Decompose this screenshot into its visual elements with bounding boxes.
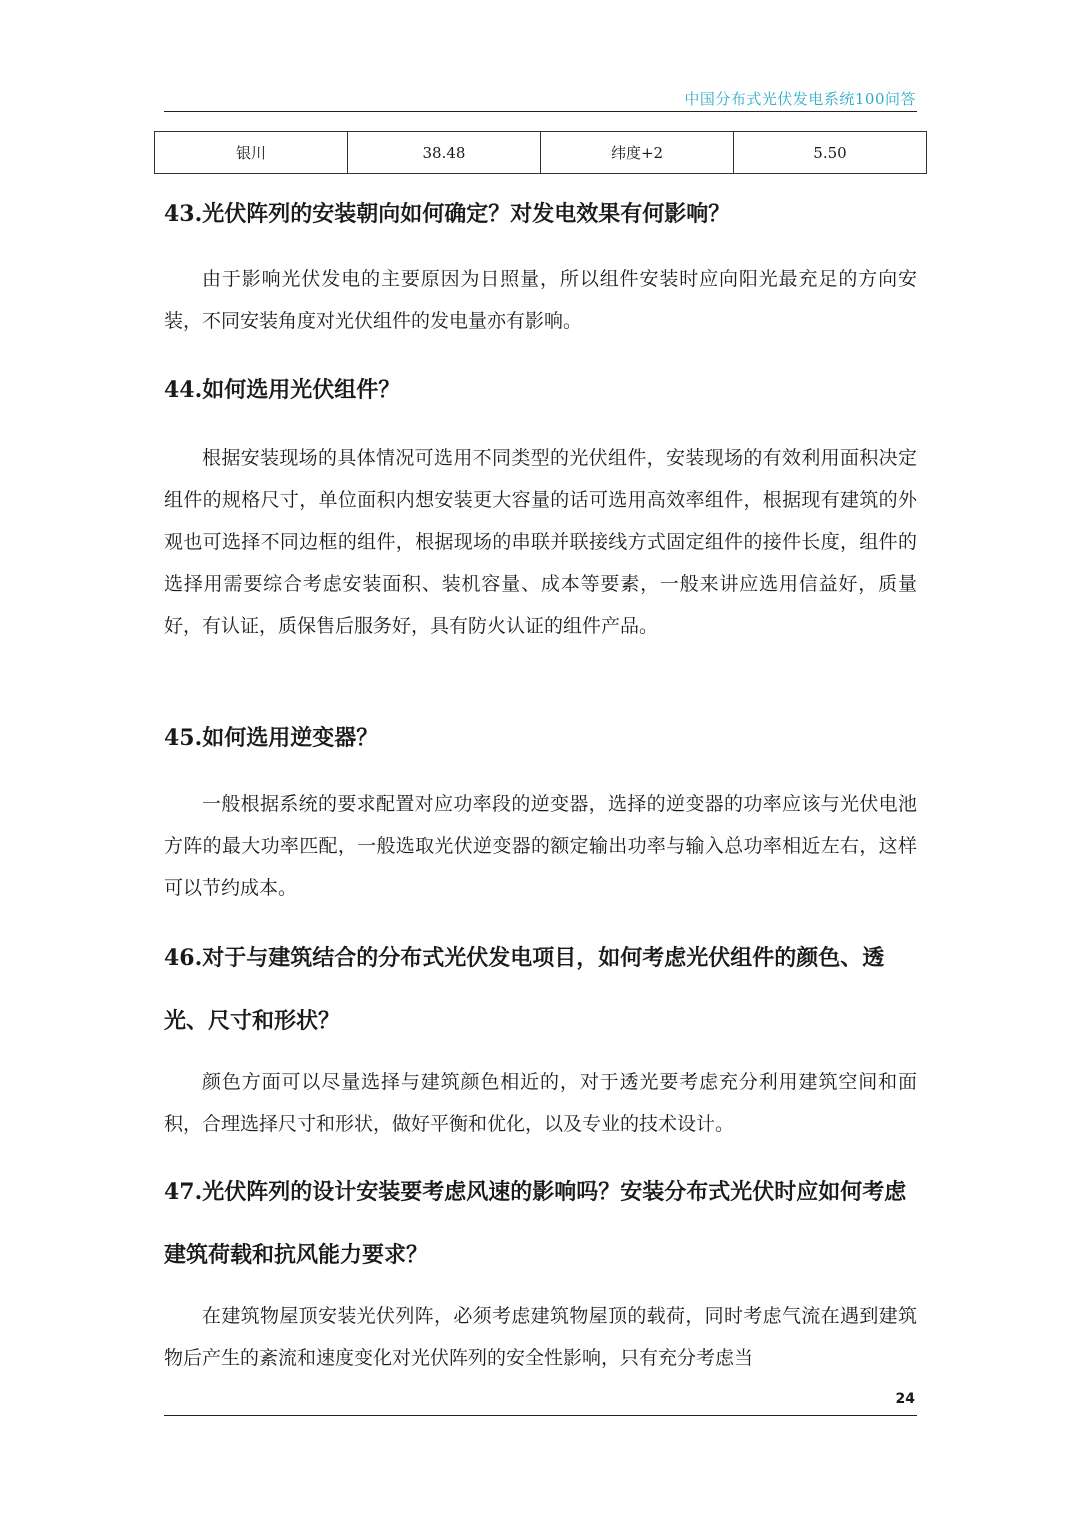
section-43-title: 43.光伏阵列的安装朝向如何确定？对发电效果有何影响？	[164, 201, 731, 227]
section-47-title: 47.光伏阵列的设计安装要考虑风速的影响吗？安装分布式光伏时应如何考虑建筑荷载和抗风能力要求？	[164, 1179, 907, 1268]
table-cell-tilt: 纬度+2	[541, 132, 734, 174]
page-number: 24	[895, 1391, 915, 1407]
table-row	[155, 132, 927, 174]
table-cell-value: 5.50	[734, 132, 927, 174]
section-47-body: 在建筑物屋顶安装光伏列阵，必须考虑建筑物屋顶的载荷，同时考虑气流在遇到建筑物后产生的紊流和速度变化对光伏阵列的安全性影响，只有充分考虑当	[164, 1305, 917, 1369]
table-cell-latitude: 38.48	[348, 132, 541, 174]
section-44-body: 根据安装现场的具体情况可选用不同类型的光伏组件，安装现场的有效利用面积决定组件的规格尺寸，单位面积内想安装更大容量的话可选用高效率组件，根据现有建筑的外观也可选择不同边框的组件，根据现场的串联并联接线方式固定组件的接件长度，组件的选择用需要综合考虑安装面积、装机容量、成本等要素，一般来讲应选用信益好，质量好，有认证，质保售后服务好，具有防火认证的组件产品。	[164, 447, 917, 637]
table-cell-city: 银川	[155, 132, 348, 174]
running-header-title: 中国分布式光伏发电系统100问答	[684, 90, 916, 108]
section-45-title: 45.如何选用逆变器？	[164, 725, 379, 751]
section-46-body: 颜色方面可以尽量选择与建筑颜色相近的，对于透光要考虑充分利用建筑空间和面积，合理选择尺寸和形状，做好平衡和优化，以及专业的技术设计。	[164, 1071, 917, 1135]
section-46-title: 46.对于与建筑结合的分布式光伏发电项目，如何考虑光伏组件的颜色、透光、尺寸和形状？	[164, 945, 885, 1034]
header-divider	[164, 111, 917, 112]
section-45-body: 一般根据系统的要求配置对应功率段的逆变器，选择的逆变器的功率应该与光伏电池方阵的最大功率匹配，一般选取光伏逆变器的额定输出功率与输入总功率相近左右，这样可以节约成本。	[164, 793, 917, 899]
section-43-body: 由于影响光伏发电的主要原因为日照量，所以组件安装时应向阳光最充足的方向安装，不同安装角度对光伏组件的发电量亦有影响。	[164, 268, 917, 332]
irradiance-table	[154, 131, 927, 174]
footer-divider	[164, 1415, 917, 1416]
section-44-title: 44.如何选用光伏组件？	[164, 377, 401, 403]
